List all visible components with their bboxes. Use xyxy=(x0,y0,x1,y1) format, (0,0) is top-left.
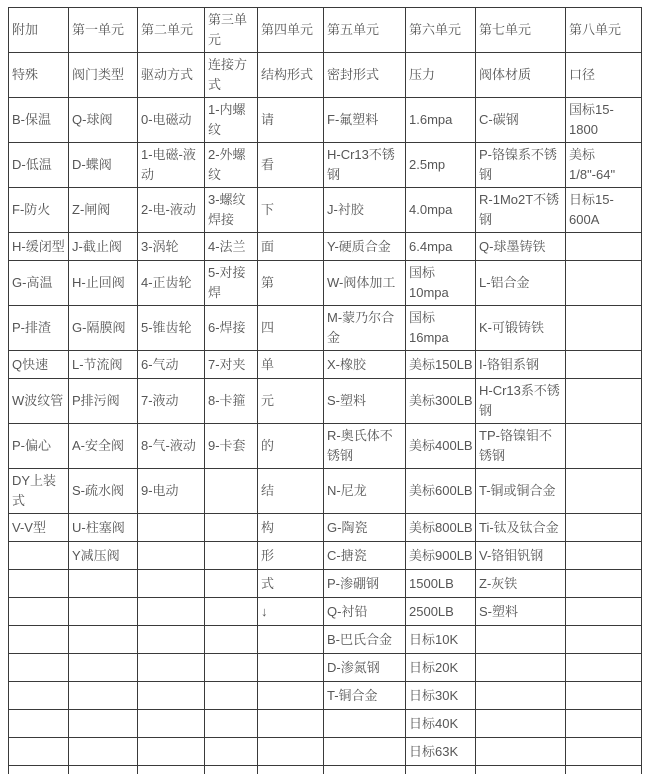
table-cell: 日标10K xyxy=(406,626,476,654)
table-cell: G-高温 xyxy=(9,261,69,306)
table-row xyxy=(9,542,642,570)
table-cell: K-可锻铸铁 xyxy=(476,306,566,351)
header-row xyxy=(9,8,642,53)
table-row xyxy=(9,233,642,261)
column-header: 第五单元 xyxy=(324,8,406,53)
table-cell: 第 xyxy=(258,261,324,306)
table-cell xyxy=(476,654,566,682)
table-cell: 6-气动 xyxy=(138,351,205,379)
table-cell: Q-衬铅 xyxy=(324,598,406,626)
table-row xyxy=(9,654,642,682)
table-cell xyxy=(566,766,642,774)
table-cell: 美标150LB xyxy=(406,351,476,379)
table-row xyxy=(9,379,642,424)
column-header: 结构形式 xyxy=(258,53,324,98)
table-row xyxy=(9,188,642,233)
table-cell xyxy=(69,766,138,774)
table-cell: ↓ xyxy=(258,598,324,626)
table-cell xyxy=(138,514,205,542)
table-cell: T-铜合金 xyxy=(324,682,406,710)
table-cell: TP-铬镍钼不锈钢 xyxy=(476,424,566,469)
table-cell: C-碳钢 xyxy=(476,98,566,143)
column-header: 压力 xyxy=(406,53,476,98)
table-cell: V-V型 xyxy=(9,514,69,542)
table-cell xyxy=(69,598,138,626)
table-cell: F-氟塑料 xyxy=(324,98,406,143)
table-cell xyxy=(69,654,138,682)
table-cell xyxy=(69,626,138,654)
column-header: 第一单元 xyxy=(69,8,138,53)
table-cell: 日标15-600A xyxy=(566,188,642,233)
table-cell xyxy=(324,710,406,738)
table-cell: 元 xyxy=(258,379,324,424)
table-cell xyxy=(566,626,642,654)
table-cell: 1-内螺纹 xyxy=(205,98,258,143)
table-cell xyxy=(205,626,258,654)
header-row xyxy=(9,53,642,98)
table-cell: 8-卡箍 xyxy=(205,379,258,424)
column-header: 密封形式 xyxy=(324,53,406,98)
table-cell xyxy=(566,598,642,626)
table-row xyxy=(9,469,642,514)
table-row xyxy=(9,514,642,542)
table-cell: J-衬胶 xyxy=(324,188,406,233)
table-cell: 2500LB xyxy=(406,598,476,626)
table-row xyxy=(9,351,642,379)
table-cell: 5-锥齿轮 xyxy=(138,306,205,351)
table-cell: V-铬钼钒钢 xyxy=(476,542,566,570)
table-row xyxy=(9,710,642,738)
table-cell: 单 xyxy=(258,351,324,379)
table-cell: 下 xyxy=(258,188,324,233)
table-cell: 2-外螺纹 xyxy=(205,143,258,188)
table-row xyxy=(9,261,642,306)
table-cell: P-渗硼钢 xyxy=(324,570,406,598)
table-header xyxy=(9,8,642,98)
table-cell: Y-硬质合金 xyxy=(324,233,406,261)
table-cell: 美标900LB xyxy=(406,542,476,570)
table-cell xyxy=(69,570,138,598)
table-cell xyxy=(205,514,258,542)
table-cell xyxy=(566,682,642,710)
table-cell: P-偏心 xyxy=(9,424,69,469)
table-cell: 国标16mpa xyxy=(406,306,476,351)
table-cell: 2-电-液动 xyxy=(138,188,205,233)
table-cell xyxy=(138,626,205,654)
table-cell xyxy=(69,738,138,766)
table-cell xyxy=(138,598,205,626)
table-row-partial xyxy=(9,766,642,774)
table-cell xyxy=(9,738,69,766)
table-cell: 请 xyxy=(258,98,324,143)
table-cell: 9-电动 xyxy=(138,469,205,514)
table-cell: 7-液动 xyxy=(138,379,205,424)
column-header: 第八单元 xyxy=(566,8,642,53)
table-cell: Y减压阀 xyxy=(69,542,138,570)
table-cell: 日标63K xyxy=(406,738,476,766)
table-cell xyxy=(476,626,566,654)
table-cell xyxy=(324,766,406,774)
table-row xyxy=(9,738,642,766)
table-cell: 形 xyxy=(258,542,324,570)
table-cell: 构 xyxy=(258,514,324,542)
table-cell: 面 xyxy=(258,233,324,261)
table-cell: 3-涡轮 xyxy=(138,233,205,261)
table-cell xyxy=(138,682,205,710)
table-cell xyxy=(9,654,69,682)
table-cell: Ti-钛及钛合金 xyxy=(476,514,566,542)
table-cell: R-1Mo2T不锈钢 xyxy=(476,188,566,233)
table-cell xyxy=(566,710,642,738)
table-cell xyxy=(69,682,138,710)
table-cell: 看 xyxy=(258,143,324,188)
table-cell xyxy=(205,570,258,598)
column-header: 第二单元 xyxy=(138,8,205,53)
table-cell: R-奥氏体不锈钢 xyxy=(324,424,406,469)
table-cell xyxy=(476,766,566,774)
table-cell: D-低温 xyxy=(9,143,69,188)
column-header: 阀体材质 xyxy=(476,53,566,98)
table-cell xyxy=(258,654,324,682)
table-cell: 美标800LB xyxy=(406,514,476,542)
table-cell: 式 xyxy=(258,570,324,598)
table-row xyxy=(9,626,642,654)
table-cell: Z-灰铁 xyxy=(476,570,566,598)
table-cell xyxy=(205,542,258,570)
table-cell: 2.5mp xyxy=(406,143,476,188)
table-cell: 1.6mpa xyxy=(406,98,476,143)
table-cell xyxy=(9,542,69,570)
table-cell: C-搪瓷 xyxy=(324,542,406,570)
table-cell xyxy=(138,542,205,570)
table-cell xyxy=(566,261,642,306)
table-row xyxy=(9,682,642,710)
table-cell: T-铜或铜合金 xyxy=(476,469,566,514)
table-body xyxy=(9,98,642,774)
table-cell: B-巴氏合金 xyxy=(324,626,406,654)
table-cell xyxy=(138,766,205,774)
table-cell xyxy=(205,682,258,710)
table-cell: 美标300LB xyxy=(406,379,476,424)
table-cell: 9-卡套 xyxy=(205,424,258,469)
table-cell xyxy=(138,570,205,598)
table-cell: B-保温 xyxy=(9,98,69,143)
table-cell: 5-对接焊 xyxy=(205,261,258,306)
table-cell xyxy=(476,738,566,766)
table-cell xyxy=(476,710,566,738)
column-header: 第六单元 xyxy=(406,8,476,53)
table-cell xyxy=(566,514,642,542)
table-cell xyxy=(566,379,642,424)
table-cell: L-节流阀 xyxy=(69,351,138,379)
column-header: 口径 xyxy=(566,53,642,98)
table-cell: 的 xyxy=(258,424,324,469)
table-cell: 日标20K xyxy=(406,654,476,682)
table-cell: Z-闸阀 xyxy=(69,188,138,233)
table-cell xyxy=(258,682,324,710)
table-cell xyxy=(324,738,406,766)
table-cell xyxy=(205,598,258,626)
table-cell: I-铬钼系钢 xyxy=(476,351,566,379)
column-header: 阀门类型 xyxy=(69,53,138,98)
table-cell: 4-正齿轮 xyxy=(138,261,205,306)
table-cell xyxy=(566,424,642,469)
table-cell xyxy=(566,469,642,514)
table-cell: 国标15-1800 xyxy=(566,98,642,143)
table-cell: D-渗氮钢 xyxy=(324,654,406,682)
column-header: 驱动方式 xyxy=(138,53,205,98)
table-cell: H-Cr13不锈钢 xyxy=(324,143,406,188)
table-cell: G-隔膜阀 xyxy=(69,306,138,351)
table-cell: Q-球墨铸铁 xyxy=(476,233,566,261)
table-cell: 美标1/8"-64" xyxy=(566,143,642,188)
table-cell: 4.0mpa xyxy=(406,188,476,233)
table-cell xyxy=(205,469,258,514)
table-cell: 日标40K xyxy=(406,710,476,738)
table-cell: Q快速 xyxy=(9,351,69,379)
table-cell xyxy=(258,738,324,766)
table-cell xyxy=(566,738,642,766)
valve-model-code-table xyxy=(8,7,642,774)
table-cell: 美标600LB xyxy=(406,469,476,514)
table-cell: 国标10mpa xyxy=(406,261,476,306)
table-cell xyxy=(258,766,324,774)
table-cell xyxy=(205,738,258,766)
table-cell: H-缓闭型 xyxy=(9,233,69,261)
table-cell: 7-对夹 xyxy=(205,351,258,379)
table-cell xyxy=(138,710,205,738)
table-cell: P-铬镍系不锈钢 xyxy=(476,143,566,188)
table-cell: 美标400LB xyxy=(406,424,476,469)
table-cell xyxy=(566,570,642,598)
table-cell xyxy=(138,654,205,682)
table-cell: 1500LB xyxy=(406,570,476,598)
table-cell xyxy=(566,233,642,261)
table-cell: D-蝶阀 xyxy=(69,143,138,188)
table-cell xyxy=(566,351,642,379)
table-cell: 0-电磁动 xyxy=(138,98,205,143)
table-cell xyxy=(566,306,642,351)
table-cell: 日标30K xyxy=(406,682,476,710)
table-cell xyxy=(258,710,324,738)
table-cell: DY上装式 xyxy=(9,469,69,514)
table-cell xyxy=(9,598,69,626)
table-row xyxy=(9,424,642,469)
table-cell: 4-法兰 xyxy=(205,233,258,261)
table-cell xyxy=(9,626,69,654)
table-cell xyxy=(69,710,138,738)
table-cell xyxy=(9,710,69,738)
table-cell: S-塑料 xyxy=(476,598,566,626)
table-cell: 结 xyxy=(258,469,324,514)
column-header: 第三单元 xyxy=(205,8,258,53)
table-cell xyxy=(9,766,69,774)
table-cell: 8-气-液动 xyxy=(138,424,205,469)
table-cell xyxy=(205,710,258,738)
table-cell xyxy=(9,570,69,598)
column-header: 第七单元 xyxy=(476,8,566,53)
table-cell: J-截止阀 xyxy=(69,233,138,261)
column-header: 附加 xyxy=(9,8,69,53)
column-header: 第四单元 xyxy=(258,8,324,53)
table-cell xyxy=(476,682,566,710)
table-cell: M-蒙乃尔合金 xyxy=(324,306,406,351)
table-cell: P-排渣 xyxy=(9,306,69,351)
table-cell: N-尼龙 xyxy=(324,469,406,514)
table-cell: 6-焊接 xyxy=(205,306,258,351)
table-row xyxy=(9,98,642,143)
table-cell: H-Cr13系不锈钢 xyxy=(476,379,566,424)
table-cell: 四 xyxy=(258,306,324,351)
table-cell xyxy=(138,738,205,766)
table-cell: A-安全阀 xyxy=(69,424,138,469)
table-cell: L-铝合金 xyxy=(476,261,566,306)
table-cell: W-阀体加工 xyxy=(324,261,406,306)
table-cell xyxy=(205,654,258,682)
table-cell: Q-球阀 xyxy=(69,98,138,143)
table-cell xyxy=(566,542,642,570)
table-cell xyxy=(406,766,476,774)
table-cell xyxy=(566,654,642,682)
table-cell: W波纹管 xyxy=(9,379,69,424)
table-cell xyxy=(9,682,69,710)
table-cell: 3-螺纹焊接 xyxy=(205,188,258,233)
table-row xyxy=(9,143,642,188)
table-row xyxy=(9,306,642,351)
table-cell: P排污阀 xyxy=(69,379,138,424)
table-cell: S-疏水阀 xyxy=(69,469,138,514)
table-cell: F-防火 xyxy=(9,188,69,233)
column-header: 连接方式 xyxy=(205,53,258,98)
table-cell xyxy=(205,766,258,774)
table-cell: G-陶瓷 xyxy=(324,514,406,542)
table-cell: H-止回阀 xyxy=(69,261,138,306)
table-cell xyxy=(258,626,324,654)
table-cell: 6.4mpa xyxy=(406,233,476,261)
table-row xyxy=(9,598,642,626)
column-header: 特殊 xyxy=(9,53,69,98)
table-cell: X-橡胶 xyxy=(324,351,406,379)
table-cell: S-塑料 xyxy=(324,379,406,424)
table-cell: U-柱塞阀 xyxy=(69,514,138,542)
table-cell: 1-电磁-液动 xyxy=(138,143,205,188)
table-row xyxy=(9,570,642,598)
